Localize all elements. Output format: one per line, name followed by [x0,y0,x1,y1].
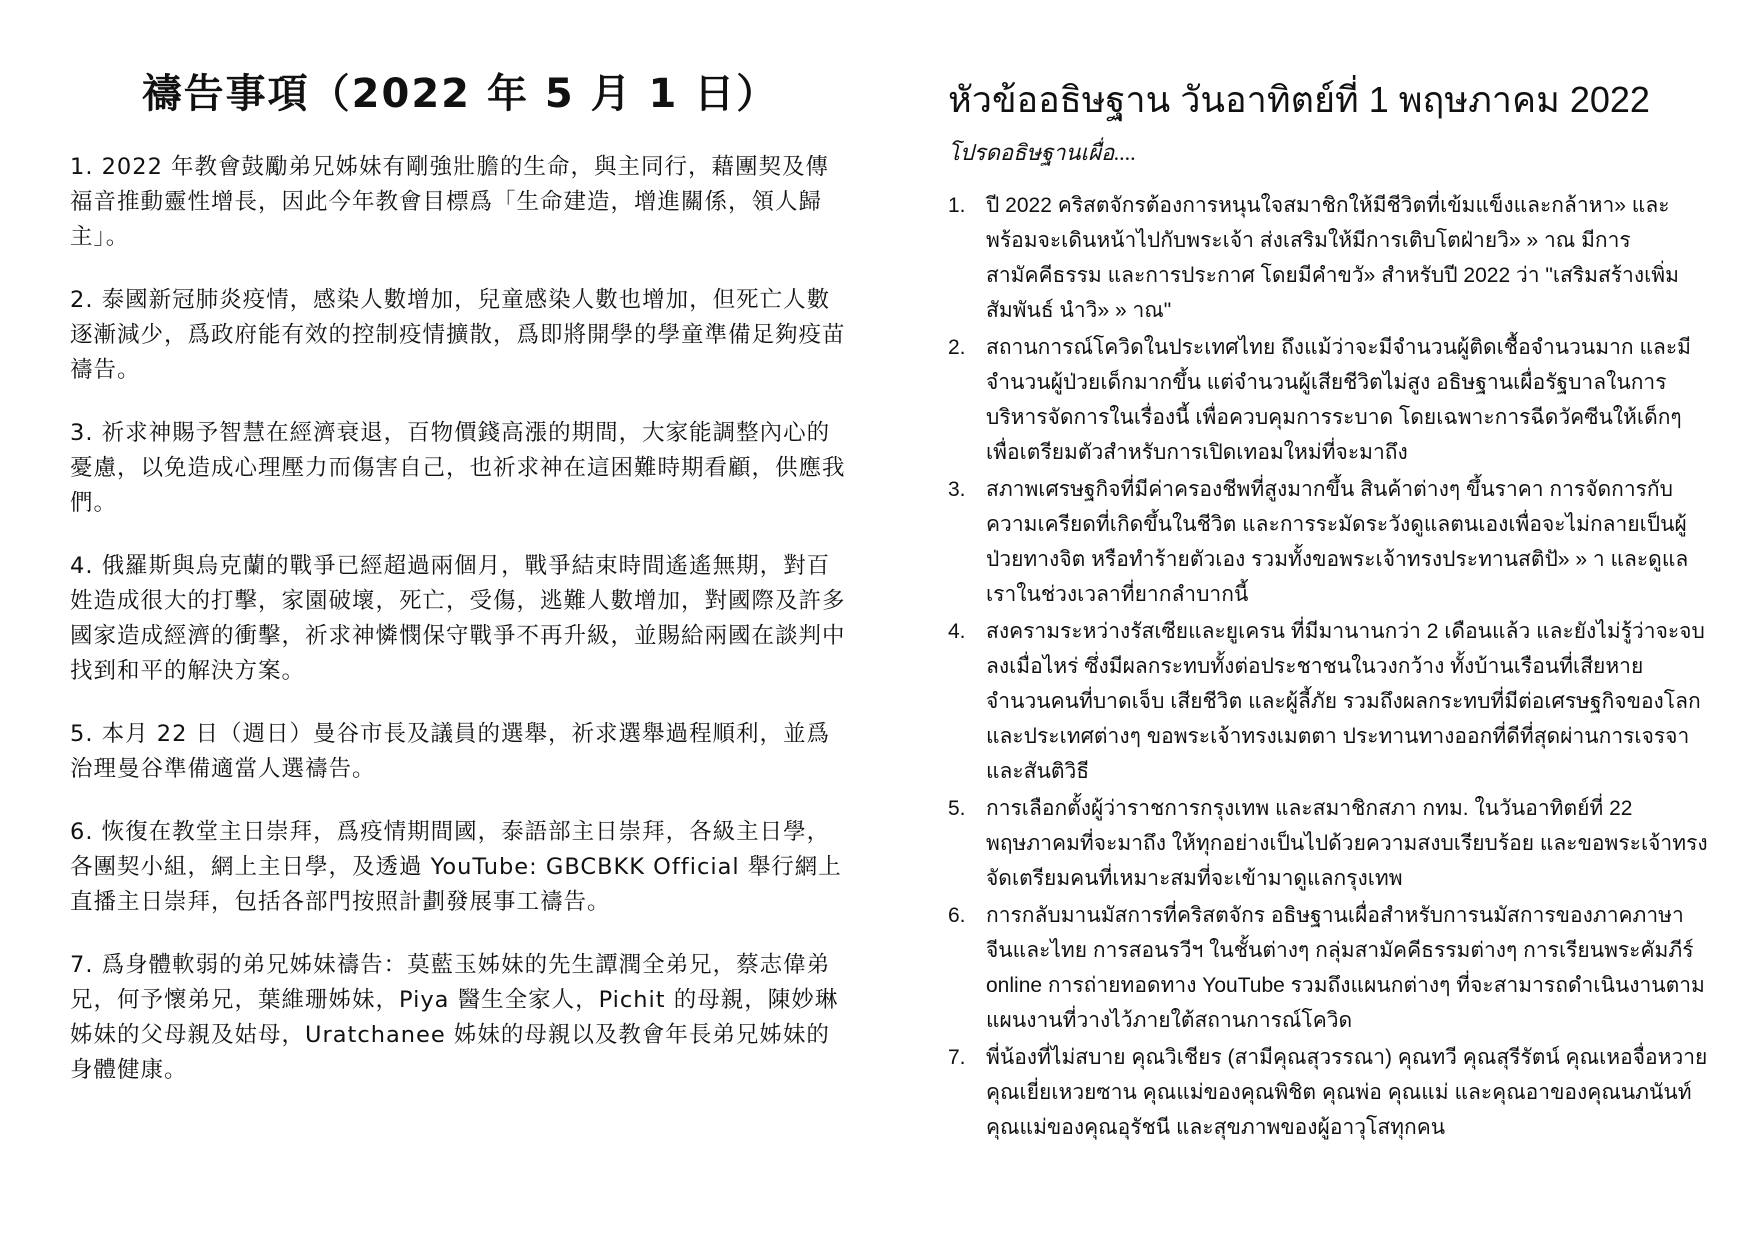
thai-prayer-item-5 [948,791,1708,896]
thai-title: หัวข้ออธิษฐาน วันอาทิตย์ที่ 1 พฤษภาคม 2022 [948,79,1650,120]
item-text: พี่น้องที่ไม่สบาย คุณวิเชียร (สามีคุณสุวรรณา) คุณทวี คุณสุรีรัตน์ คุณเหอจื่อหวาย คุณเยี่ยเหวยซาน คุณแม่ของคุณพิชิต คุณพ่อ คุณแม่ และคุณอาของคุณนภนันท์ คุณแม่ของคุณอุรัชนี และสุขภาพของผู้อาวุโสทุกคน [986,1046,1708,1139]
chinese-prayer-item-7: 7. 爲身體軟弱的弟兄姊妹禱告：莫藍玉姊妹的先生譚潤全弟兄，蔡志偉弟兄，何予懷弟兄，葉維珊姊妹，Piya 醫生全家人，Pichit 的母親，陳妙琳姊妹的父母親及姑母，Uratchanee 姊妹的母親以及教會年長弟兄姊妹的身體健康。 [70,952,839,1083]
item-number: 3. [948,478,966,501]
chinese-title: 禱告事項（2022 年 5 月 1 日） [141,71,779,117]
chinese-column [70,0,850,1116]
thai-prayer-item-7 [948,1040,1708,1145]
item-number: 5. [948,797,966,820]
chinese-prayer-item-1: 1. 2022 年教會鼓勵弟兄姊妹有剛強壯膽的生命，與主同行，藉團契及傳福音推動靈性增長，因此今年教會目標爲「生命建造，增進關係，領人歸主」。 [70,154,830,250]
thai-column [948,0,1708,1147]
chinese-prayer-item-5: 5. 本月 22 日（週日）曼谷市長及議員的選舉，祈求選舉過程順利，並爲治理曼谷準備適當人選禱告。 [70,721,831,782]
item-text: สงครามระหว่างรัสเซียและยูเครน ที่มีมานานกว่า 2 เดือนแล้ว และยังไม่รู้ว่าจะจบลงเมื่อไหร่ ซึ่งมีผลกระทบทั้งต่อประชาชนในวงกว้าง ทั้งบ้านเรือนที่เสียหาย จำนวนคนที่บาดเจ็บ เสียชีวิต และผู้ลี้ภัย รวมถึงผลกระทบที่มีต่อเศรษฐกิจของโลก และประเทศต่างๆ ขอพระเจ้าทรงเมตตา ประทานทางออกที่ดีที่สุดผ่านการเจรจาและสันติวิธี [986,620,1705,783]
item-number: 6. [948,904,966,927]
item-number: 7. [948,1046,966,1069]
chinese-prayer-item-2: 2. 泰國新冠肺炎疫情，感染人數增加，兒童感染人數也增加，但死亡人數逐漸減少，爲政府能有效的控制疫情擴散，爲即將開學的學童準備足夠疫苗禱告。 [70,287,846,383]
thai-prayer-list [948,188,1708,1145]
thai-prayer-item-4 [948,614,1708,789]
chinese-prayer-item-6: 6. 恢復在教堂主日崇拜，爲疫情期間國，泰語部主日崇拜，各級主日學，各團契小組，網上主日學，及透過 YouTube: GBCBKK Official 舉行網上直播主日崇拜，包括各部門按照計劃發展事工禱告。 [70,819,842,915]
thai-prayer-item-6 [948,898,1708,1038]
chinese-prayer-item-4: 4. 俄羅斯與烏克蘭的戰爭已經超過兩個月，戰爭結束時間遙遙無期，對百姓造成很大的打擊，家園破壞，死亡，受傷，逃難人數增加，對國際及許多國家造成經濟的衝擊，祈求神憐憫保守戰爭不再升級，並賜給兩國在談判中找到和平的解決方案。 [70,553,846,684]
chinese-prayer-item-3: 3. 祈求神賜予智慧在經濟衰退，百物價錢高漲的期間，大家能調整內心的憂慮，以免造成心理壓力而傷害自己，也祈求神在這困難時期看顧，供應我們。 [70,420,846,516]
item-number: 1. [948,194,966,217]
item-text: สภาพเศรษฐกิจที่มีค่าครองชีพที่สูงมากขึ้น สินค้าต่างๆ ขึ้นราคา การจัดการกับความเครียดที่เกิดขึ้นในชีวิต และการระมัดระวังดูแลตนเองเพื่อจะไม่กลายเป็นผู้ป่วยทางจิต หรือทำร้ายตัวเอง รวมทั้งขอพระเจ้าทรงประทานสติปั» » า และดูแลเราในช่วงเวลาที่ยากลำบากนี้ [986,478,1689,606]
item-number: 2. [948,336,966,359]
thai-prayer-item-1 [948,188,1708,328]
thai-prayer-item-3 [948,472,1708,612]
thai-intro: โปรดอธิษฐานเผื่อ.... [948,140,1137,165]
thai-prayer-item-2 [948,330,1708,470]
item-text: การกลับมานมัสการที่คริสตจักร อธิษฐานเผื่อสำหรับการนมัสการของภาคภาษาจีนและไทย การสอนรวีฯ ในชั้นต่างๆ กลุ่มสามัคคีธรรมต่างๆ การเรียนพระคัมภีร์ online การถ่ายทอดทาง YouTube รวมถึงแผนกต่างๆ ที่จะสามารถดำเนินงานตามแผนงานที่วางไว้ภายใต้สถานการณ์โควิด [986,904,1705,1032]
item-text: การเลือกตั้งผู้ว่าราชการกรุงเทพ และสมาชิกสภา กทม. ในวันอาทิตย์ที่ 22 พฤษภาคมที่จะมาถึง ให้ทุกอย่างเป็นไปด้วยความสงบเรียบร้อย และขอพระเจ้าทรงจัดเตรียมคนที่เหมาะสมที่จะเข้ามาดูแลกรุงเทพ [986,797,1708,890]
item-text: ปี 2022 คริสตจักรต้องการหนุนใจสมาชิกให้มีชีวิตที่เข้มแข็งและกล้าหา» และพร้อมจะเดินหน้าไปกับพระเจ้า ส่งเสริมให้มีการเติบโตฝ่ายวิ» » าณ มีการสามัคคีธรรม และการประกาศ โดยมีคำขวั» สำหรับปี 2022 ว่า "เสริมสร้างเพิ่มสัมพันธ์ นำวิ» » าณ" [986,194,1679,322]
item-text: สถานการณ์โควิดในประเทศไทย ถึงแม้ว่าจะมีจำนวนผู้ติดเชื้อจำนวนมาก และมีจำนวนผู้ป่วยเด็กมากขึ้น แต่จำนวนผู้เสียชีวิตไม่สูง อธิษฐานเผื่อรัฐบาลในการบริหารจัดการในเรื่องนี้ เพื่อควบคุมการระบาด โดยเฉพาะการฉีดวัคซีนให้เด็กๆ เพื่อเตรียมตัวสำหรับการเปิดเทอมใหม่ที่จะมาถึง [986,336,1691,464]
item-number: 4. [948,620,966,643]
